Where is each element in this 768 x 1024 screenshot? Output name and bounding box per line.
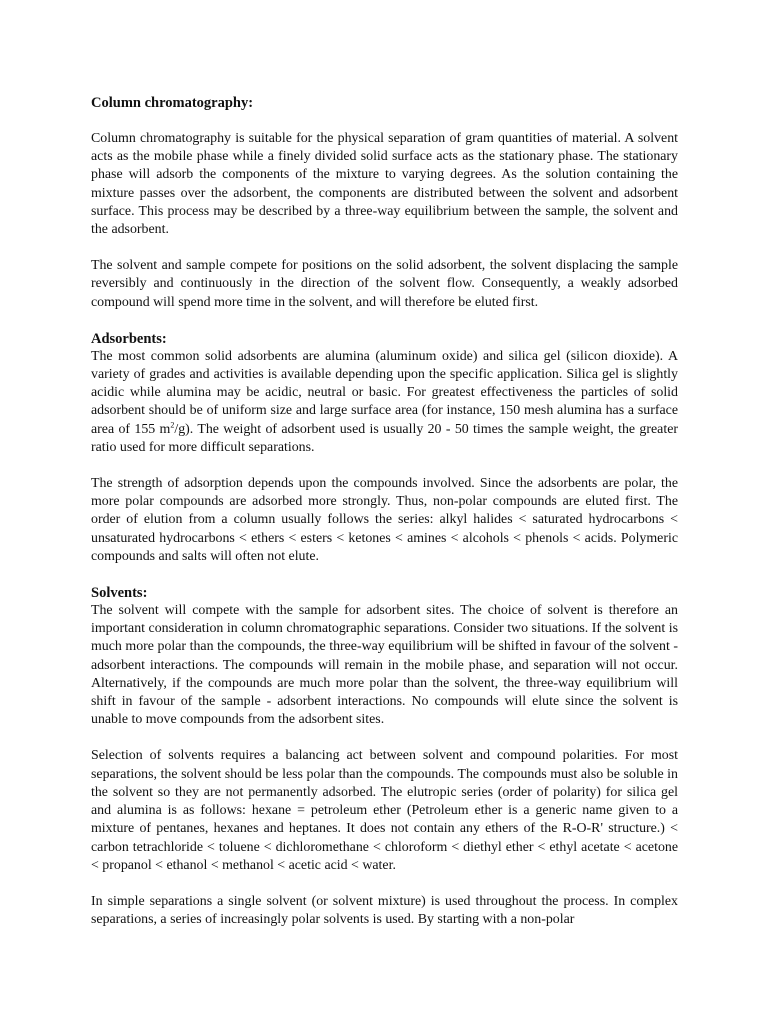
superscript-2: 2 [170,420,175,430]
document-body [91,94,678,947]
solvents-paragraph-2: Selection of solvents requires a balancing act between solvent and compound polarities. For most separations, the solvent should be less polar than the compounds. The compounds must also be soluble in the solvent so they are not permanently adsorbed. The elutropic series (order of polarity) for silica gel and alumina is as follows: hexane = petroleum ether (Petroleum ether is a generic name given to a mixture of pentanes, hexanes and heptanes. It does not contain any ethers of the R-O-R' structure.) < carbon tetrachloride < toluene < dichloromethane < chloroform < diethyl ether < ethyl acetate < acetone < propanol < ethanol < methanol < acetic acid < water. [91,748,678,873]
page-title: Column chromatography: [91,95,254,111]
adsorbents-paragraph-1-end: /g). The weight of adsorbent used is usually 20 - 50 times the sample weight, the greater ratio used for more difficult separations. [91,421,678,455]
solvents-heading: Solvents: [91,585,148,602]
adsorbents-paragraph-1 [91,348,678,457]
adsorbents-heading: Adsorbents: [91,330,167,347]
intro-paragraph-1: Column chromatography is suitable for the physical separation of gram quantities of material. A solvent acts as the mobile phase while a finely divided solid surface acts as the stationary phase. The stationary phase will adsorb the components of the mixture to varying degrees. As the solution containing the mixture passes over the adsorbent, the components are distributed between the solvent and adsorbent surface. This process may be described by a three-way equilibrium between the sample, the solvent and the adsorbent. [91,131,678,238]
solvents-paragraph-1: The solvent will compete with the sample for adsorbent sites. The choice of solvent is therefore an important consideration in column chromatographic separations. Consider two situations. If the solvent is much more polar than the compounds, the three-way equilibrium will be shifted in favour of the solvent - adsorbent interactions. The compounds will remain in the mobile phase, and separation will not occur. Alternatively, if the compounds are much more polar than the solvent, the three-way equilibrium will shift in favour of the sample - adsorbent interactions. No compounds will elute since the solvent is unable to move compounds from the adsorbent sites. [91,603,678,728]
intro-paragraph-2: The solvent and sample compete for positions on the solid adsorbent, the solvent displacing the sample reversibly and continuously in the direction of the solvent flow. Consequently, a weakly adsorbed compound will spend more time in the solvent, and will therefore be eluted first. [91,258,678,310]
solvents-paragraph-3: In simple separations a single solvent (or solvent mixture) is used throughout the process. In complex separations, a series of increasingly polar solvents is used. By starting with a non-polar [91,893,678,928]
adsorbents-paragraph-2: The strength of adsorption depends upon the compounds involved. Since the adsorbents are polar, the more polar compounds are adsorbed more strongly. Thus, non-polar compounds are eluted first. The order of elution from a column usually follows the series: alkyl halides < saturated hydrocarbons < unsaturated hydrocarbons < ethers < esters < ketones < amines < alcohols < phenols < acids. Polymeric compounds and salts will often not elute. [91,476,678,564]
adsorbents-paragraph-1-start: The most common solid adsorbents are alumina (aluminum oxide) and silica gel (silicon dioxide). A variety of grades and activities is available depending upon the specific application. Silica gel is slightly acidic while alumina may be acidic, neutral or basic. For greatest effectiveness the particles of solid adsorbent should be of uniform size and large surface area (for instance, 150 mesh alumina has a surface area of 155 m [91,348,678,437]
